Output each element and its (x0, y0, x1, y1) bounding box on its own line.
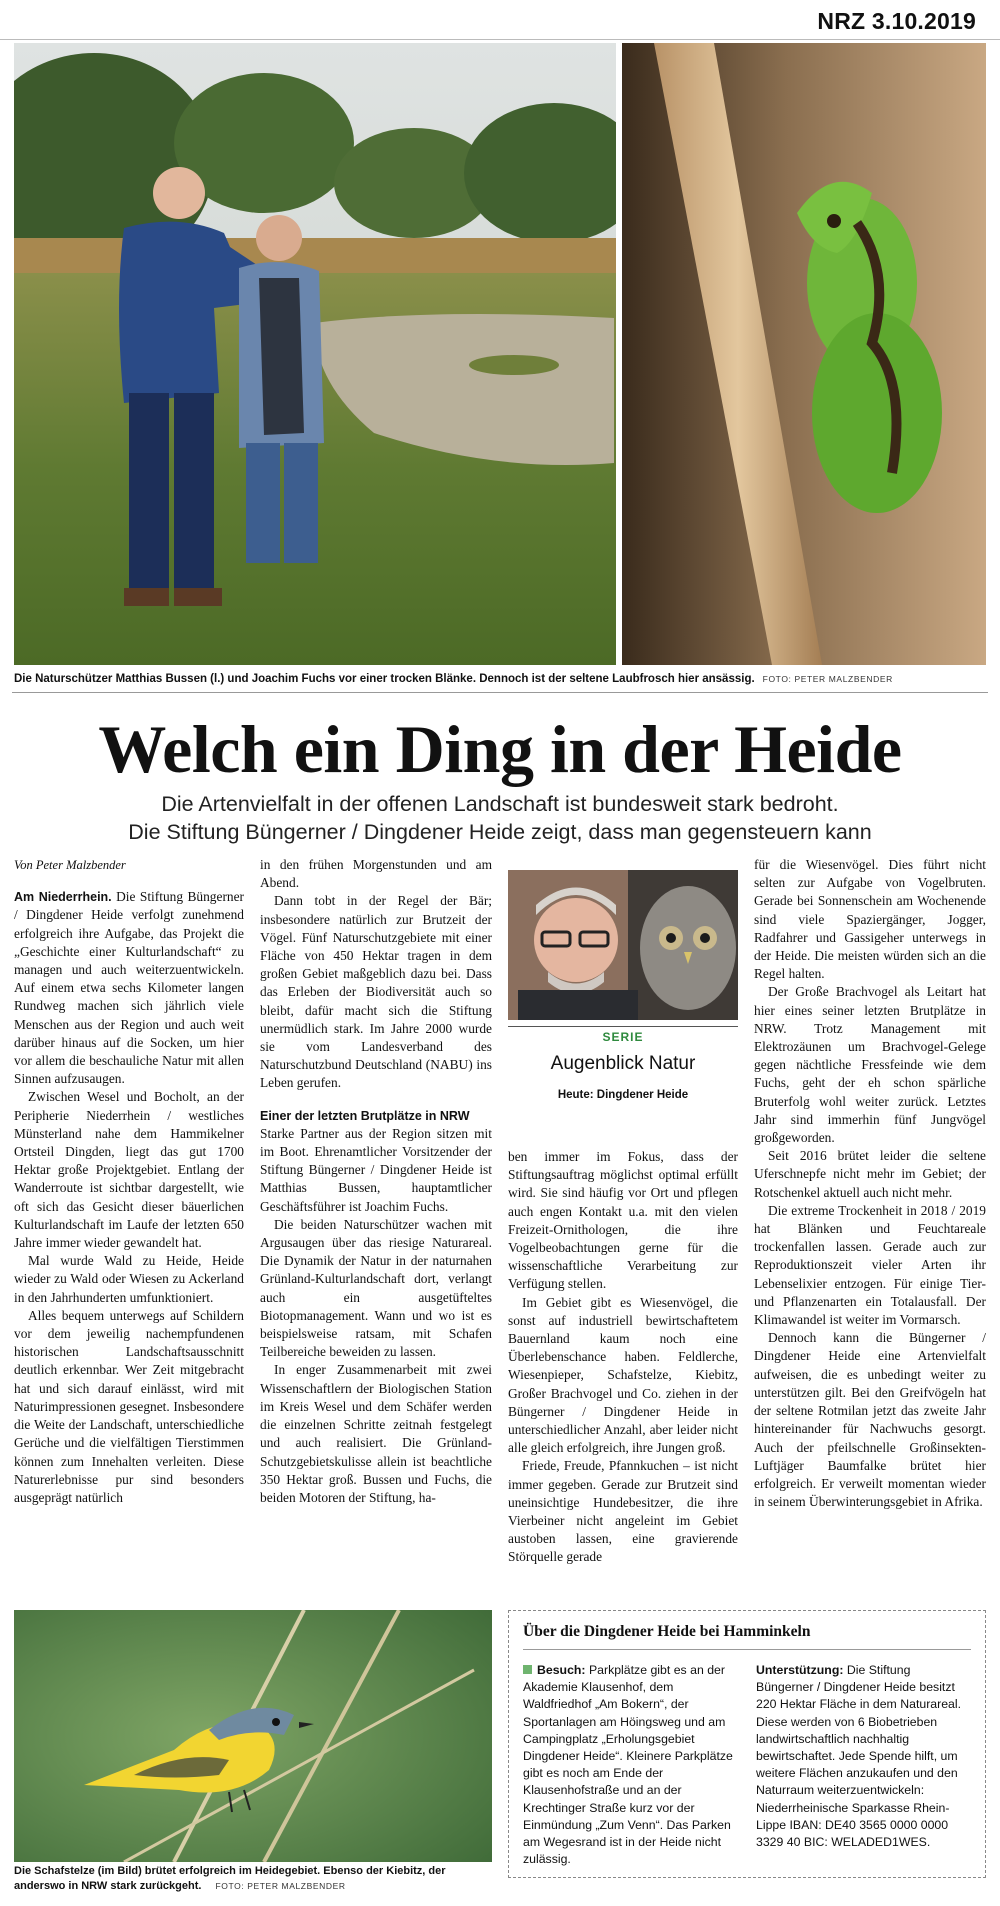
headline: Welch ein Ding in der Heide (98, 711, 902, 787)
paragraph: Die extreme Trockenheit in 2018 / 2019 hat Blänken und Feuchtareale trockenfallen lassen. Gerade auch zur Reproduktionszeit vieler Arten ihr Lebenselixier entzogen. Für einige Tier- und Pflanzenarten ein Totalausfall. Der Klimawandel ist weiter im Vormarsch. (754, 1202, 986, 1328)
article-column-2 (260, 856, 492, 1507)
paragraph: Die Stiftung Büngerner / Dingdener Heide verfolgt zunehmend erfolgreich ihre Aufgabe, das Projekt die „Geschichte einer Kulturlandschaft“ zu managen und auch weiterzuentwickeln. Auf einem etwa sechs Kilometer langen Rundweg machen sich jährlich viele Menschen aus der Region und auch weit darüber hinaus auf die Socken, um hier vor allem die beschauliche Natur mit allen Sinnen aufzusaugen. (14, 889, 244, 1087)
support-label: Unterstützung: (756, 1663, 844, 1677)
series-subtitle: Heute: Dingdener Heide (557, 1089, 689, 1101)
paragraph: In enger Zusammenarbeit mit zwei Wissenschaftlern der Biologischen Station im Kreis Wesel und dem Schäfer werden die einzelnen Schritte zeitnah festgelegt und auch realisiert. Die Grünland-Schutzgebietskulisse allein ist beachtliche 350 Hektar groß. Bussen und Fuchs, die beiden Motoren der Stiftung, ha- (260, 1362, 492, 1505)
info-support (756, 1662, 971, 1868)
series-title: Augenblick Natur (550, 1053, 696, 1074)
top-caption-text: Die Naturschützer Matthias Bussen (l.) und Joachim Fuchs vor einer trocken Blänke. Dennoch ist der seltene Laubfrosch hier ansässig. (14, 673, 755, 685)
support-text: Die Stiftung Büngerner / Dingdener Heide besitzt 220 Hektar Fläche in dem Naturareal. Diese werden von 6 Biobetrieben landwirtschaftlich nachhaltig bewirtschaftet. Jede Spende hilft, um weitere Flächen anzukaufen und den Naturraum weiterzuentwickeln: Niederrheinische Sparkasse Rhein-Lippe IBAN: DE40 3565 0000 0000 3329 40 BIC: WELADED1WES. (756, 1663, 962, 1850)
paragraph: Der Große Brachvogel als Leitart hat hier eines seiner letzten Brutplätze in NRW. Trotz Management mit Elektrozäunen um Brachvogel-Gelege gegen nächtliche Fressfeinde wie dem Fuchs, geht der eh schon spärliche Bruterfolg wohl weiter zurück. Letztes Jahr sind immerhin fünf Jungvögel großgeworden. (754, 984, 986, 1146)
paragraph: Im Gebiet gibt es Wiesenvögel, die sonst auf industriell bewirtschaftetem Bauernland kaum noch eine Überlebenschance haben. Feldlerche, Wiesenpieper, Schafstelze, Kiebitz, Großer Brachvogel und Co. ziehen in der Büngerner / Dingdener Heide in unterschiedlicher Anzahl, aber leider nicht alle gleich erfolgreich, ihre Jungen groß. (508, 1294, 738, 1456)
paragraph: ben immer im Fokus, dass der Stiftungsauftrag möglichst optimal erfüllt wird. Sie sind häufig vor Ort und pflegen auch engen Kontakt u.a. mit den vielen Freizeit-Ornithologen, die ihre Vogelbeobachtungen gerne für die wissenschaftliche Verarbeitung zur Verfügung stellen. (508, 1149, 738, 1292)
masthead (0, 0, 1000, 40)
bottom-photo-credit: FOTO: PETER MALZBENDER (215, 1881, 346, 1891)
series-divider (508, 1026, 738, 1027)
paragraph: Die beiden Naturschützer wachen mit Argusaugen über das riesige Naturareal. Die Dynamik der Natur in der naturnahen Grünland-Kulturlandschaft dort, verlangt auch ein ausgetüfteltes Biotopmanagement. Wann und wo ist es beispielsweise ratsam, mit Schafen Teilbereiche beweiden zu lassen. (260, 1216, 492, 1360)
photo-yellow-wagtail (14, 1610, 492, 1862)
section-subheading: Einer der letzten Brutplätze in NRW (260, 1108, 470, 1123)
subhead-line-1: Die Artenvielfalt in der offenen Landschaft ist bundesweit stark bedroht. (161, 792, 839, 816)
photo-conservationists (14, 43, 616, 665)
issue-date: NRZ 3.10.2019 (817, 8, 976, 34)
paragraph: Mal wurde Wald zu Heide, Heide wieder zu Wald oder Wiesen zu Ackerland in den Jahrhunderten umfunktioniert. (14, 1253, 244, 1305)
article-column-4 (754, 856, 986, 1511)
info-visit (523, 1662, 738, 1868)
bottom-caption-text: Die Schafstelze (im Bild) brütet erfolgreich im Heidegebiet. Ebenso der Kiebitz, der anderswo in NRW stark zurückgeht. (14, 1865, 446, 1892)
series-label: SERIE (602, 1030, 644, 1044)
article-column-1 (14, 856, 244, 1507)
byline: Von Peter Malzbender (14, 858, 126, 872)
top-photo-credit: FOTO: PETER MALZBENDER (762, 674, 893, 684)
subheadline (0, 790, 1000, 846)
visit-label: Besuch: (537, 1663, 586, 1677)
paragraph: für die Wiesenvögel. Dies führt nicht selten zur Aufgabe von Vogelbruten. Gerade bei Sonnenschein am Wochenende sind viele Spaziergänger, Jogger, Radfahrer und Gassigeher unterwegs in der Heide. Die meisten würden sich an die Regel halten. (754, 857, 986, 982)
paragraph: Dennoch kann die Büngerner / Dingdener Heide eine Artenvielfalt aufweisen, die es unbedingt weiter zu unterstützen gilt. Bei den Greifvögeln hat der seltene Rotmilan jetzt das zweite Jahr hintereinander für Nachwuchs gesorgt. Auch der pfeilschnelle Großinsekten-Luftjäger Baumfalke brütet hier erfolgreich. Er verweilt momentan wieder in seinem Überwinterungsgebiet in Afrika. (754, 1330, 986, 1510)
info-box (508, 1610, 986, 1878)
paragraph: Seit 2016 brütet leider die seltene Uferschnepfe nicht mehr im Gebiet; der Rotschenkel aktuell auch nicht mehr. (754, 1148, 986, 1200)
paragraph: Zwischen Wesel und Bocholt, an der Peripherie Niederrhein / westliches Münsterland nahe dem Hammikelner Ortsteil Dingden, liegt das gut 1700 Hektar große Projektgebiet. Entlang der Wanderroute ist sichtbar dargestellt, wie oft sich das Gesicht dieser bäuerlichen Kulturlandschaft im Laufe der letzten 650 Jahre immer wieder gewandelt hat. (14, 1089, 244, 1251)
paragraph: Starke Partner aus der Region sitzen mit im Boot. Ehrenamtlicher Vorsitzender der Stiftung Büngerner / Dingdener Heide ist Matthias Bussen, hauptamtlicher Geschäftsführer ist Joachim Fuchs. (260, 1125, 492, 1214)
top-photo-caption (14, 673, 990, 685)
bottom-photo-caption (14, 1864, 492, 1894)
paragraph: in den frühen Morgenstunden und am Abend. (260, 857, 492, 891)
visit-text: Parkplätze gibt es an der Akademie Klausenhof, dem Waldfriedhof „Am Bokern“, der Sportanlagen am Höingsweg und am Campingplatz „Erholungsgebiet Dingdener Heide“. Kleinere Parkplätze gibt es noch am Ende der Klausenhofstraße und an der Krechtinger Straße kurz vor der Einmündung „Zum Venn“. Das Parken am Wegesrand ist in der Heide nicht zulässig. (523, 1663, 733, 1867)
paragraph: Friede, Freude, Pfannkuchen – ist nicht immer gegeben. Gerade zur Brutzeit sind uneinsichtige Hundebesitzer, die ihre Vierbeiner nicht angeleint im Gebiet austoben lassen, eine gravierende Störquelle gerade (508, 1458, 738, 1565)
square-bullet-icon (523, 1665, 532, 1674)
info-box-title: Über die Dingdener Heide bei Hamminkeln (523, 1623, 971, 1650)
article-column-3 (508, 1148, 738, 1567)
dateline: Am Niederrhein. (14, 890, 112, 905)
photo-tree-frog (622, 43, 986, 665)
subhead-line-2: Die Stiftung Büngerner / Dingdener Heide zeigt, dass man gegensteuern kann (128, 820, 872, 844)
paragraph: Dann tobt in der Regel der Bär; insbesondere natürlich zur Brutzeit der Vögel. Fünf Naturschutzgebiete mit einer Fläche von 450 Hektar tragen in dem großen Gebiet maßgeblich dazu bei. Dass das Erleben der Biodiversität auch so bleibt, dafür macht sich die Stiftung unermüdlich stark. Im Jahre 2000 wurde sie vom Landesverband des Naturschutzbund Deutschland (NABU) ins Leben gerufen. (260, 893, 492, 1091)
paragraph: Alles bequem unterwegs auf Schildern vor dem jeweilig nachempfundenen historischen Landschaftsausschnitt deutlich erkennbar. Wer Zeit mitgebracht hat und sich darauf einlässt, wird mit Naturimpressionen gesegnet. Insbesondere die Weite der Landschaft, unterschiedliche Gerüche und die vielfältigen Tierstimmen können zum Innehalten verleiten. Diese Naturerlebnisse pur sind besonders ausgeprägt natürlich (14, 1307, 244, 1505)
divider (12, 692, 988, 693)
